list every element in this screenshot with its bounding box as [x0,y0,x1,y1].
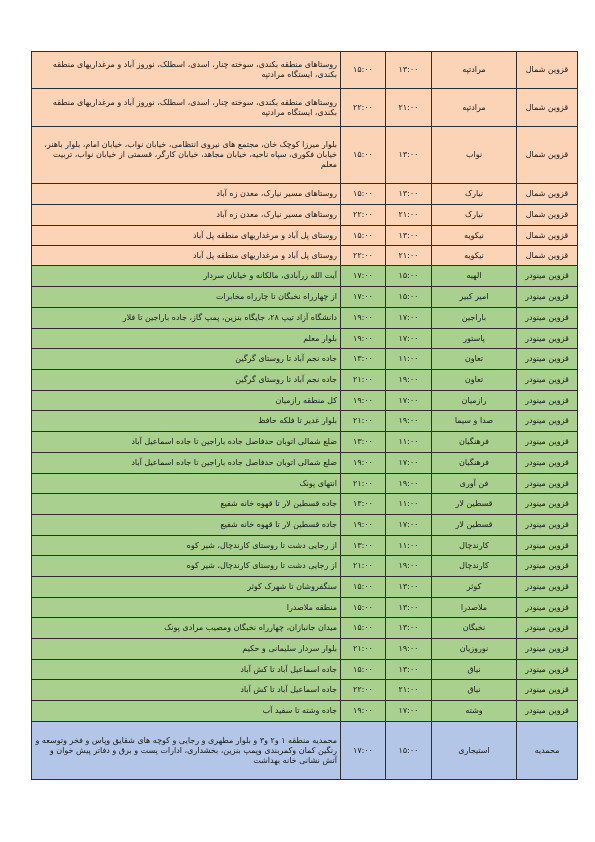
area-cell: نیکویه [432,226,517,246]
description-cell: جاده اسماعیل آباد تا کش آباد [32,680,341,701]
description-cell: جاده اسماعیل آباد تا کش آباد [32,660,341,680]
table-row [32,287,578,308]
table-row [32,660,578,680]
end-time-cell: ۱۵:۰۰ [341,52,386,89]
start-time-cell: ۱۳:۰۰ [386,226,432,246]
end-time-cell: ۱۵:۰۰ [341,226,386,246]
end-time-cell: ۱۵:۰۰ [341,598,386,618]
table-row [32,391,578,411]
start-time-cell: ۱۷:۰۰ [386,701,432,722]
start-time-cell: ۱۹:۰۰ [386,474,432,494]
table-row [32,536,578,556]
end-time-cell: ۲۲:۰۰ [341,205,386,226]
region-cell: قزوین شمال [517,226,578,246]
area-cell: کوثر [432,577,517,598]
table-row [32,127,578,184]
end-time-cell: ۱۳:۰۰ [341,432,386,453]
start-time-cell: ۱۵:۰۰ [386,287,432,308]
table-row [32,226,578,246]
description-cell: ضلع شمالی اتوبان حدفاصل جاده باراجین تا جاده اسماعیل آباد [32,453,341,474]
description-cell: روستاهای مسیر نیارک، معدن زه آباد [32,184,341,205]
region-cell: قزوین مینودر [517,391,578,411]
start-time-cell: ۱۷:۰۰ [386,308,432,329]
start-time-cell: ۱۹:۰۰ [386,370,432,391]
description-cell: روستاهای منطقه بکندی، سوخته چنار، اسدی، اسطلک، نوروز آباد و مرغداریهای منطقه بکندی، ایستگاه مرادتپه [32,89,341,127]
description-cell: میدان جانبازان، چهارراه نخبگان ومصیب مرادی پونک [32,618,341,639]
start-time-cell: ۱۹:۰۰ [386,639,432,660]
region-cell: قزوین مینودر [517,474,578,494]
start-time-cell: ۲۱:۰۰ [386,89,432,127]
start-time-cell: ۱۵:۰۰ [386,722,432,780]
region-cell: قزوین مینودر [517,515,578,536]
area-cell: ملاصدرا [432,598,517,618]
end-time-cell: ۲۱:۰۰ [341,474,386,494]
region-cell: قزوین مینودر [517,618,578,639]
area-cell: تعاون [432,370,517,391]
area-cell: کارندچال [432,556,517,577]
description-cell: جاده نجم آباد تا روستای گرگین [32,349,341,370]
start-time-cell: ۱۷:۰۰ [386,453,432,474]
start-time-cell: ۱۳:۰۰ [386,618,432,639]
table-row [32,349,578,370]
end-time-cell: ۱۵:۰۰ [341,660,386,680]
end-time-cell: ۱۷:۰۰ [341,266,386,287]
end-time-cell: ۱۹:۰۰ [341,701,386,722]
area-cell: نواب [432,127,517,184]
description-cell: جاده نجم آباد تا روستای گرگین [32,370,341,391]
region-cell: قزوین مینودر [517,453,578,474]
start-time-cell: ۱۹:۰۰ [386,556,432,577]
table-row [32,329,578,349]
start-time-cell: ۱۳:۰۰ [386,52,432,89]
start-time-cell: ۱۳:۰۰ [386,184,432,205]
table-row [32,639,578,660]
table-row [32,89,578,127]
area-cell: مرادتپه [432,89,517,127]
table-row [32,701,578,722]
region-cell: قزوین مینودر [517,411,578,432]
table-row [32,52,578,89]
end-time-cell: ۱۳:۰۰ [341,349,386,370]
description-cell: بلوار معلم [32,329,341,349]
description-cell: کل منطقه رازمیان [32,391,341,411]
region-cell: قزوین شمال [517,184,578,205]
start-time-cell: ۱۱:۰۰ [386,536,432,556]
end-time-cell: ۱۹:۰۰ [341,329,386,349]
region-cell: قزوین مینودر [517,577,578,598]
table-row [32,722,578,780]
table-row [32,494,578,515]
table-row [32,205,578,226]
region-cell: قزوین مینودر [517,701,578,722]
description-cell: دانشگاه آزاد تیپ ۲۸، جایگاه بنزین، پمپ گاز، جاده باراجین تا فلار [32,308,341,329]
end-time-cell: ۱۹:۰۰ [341,308,386,329]
start-time-cell: ۱۷:۰۰ [386,329,432,349]
start-time-cell: ۲۱:۰۰ [386,246,432,266]
area-cell: مرادتپه [432,52,517,89]
area-cell: باراجین [432,308,517,329]
table-row [32,598,578,618]
description-cell: جاده قسطین لار تا قهوه خانه شفیع [32,494,341,515]
end-time-cell: ۲۱:۰۰ [341,556,386,577]
end-time-cell: ۱۷:۰۰ [341,722,386,780]
description-cell: از چهارراه نخبگان تا چارراه مخابرات [32,287,341,308]
end-time-cell: ۱۵:۰۰ [341,618,386,639]
area-cell: قسطین لار [432,515,517,536]
description-cell: آیت الله زرآبادی، مالکانه و خیابان سردار [32,266,341,287]
description-cell: روستای پل آباد و مرغداریهای منطقه پل آباد [32,226,341,246]
region-cell: قزوین مینودر [517,329,578,349]
start-time-cell: ۱۱:۰۰ [386,349,432,370]
region-cell: قزوین مینودر [517,598,578,618]
area-cell: نوروزیان [432,639,517,660]
description-cell: روستاهای منطقه بکندی، سوخته چنار، اسدی، اسطلک، نوروز آباد و مرغداریهای منطقه بکندی، ایستگاه مرادتپه [32,52,341,89]
end-time-cell: ۲۲:۰۰ [341,246,386,266]
table-row [32,246,578,266]
area-cell: امیر کبیر [432,287,517,308]
area-cell: نیارک [432,184,517,205]
end-time-cell: ۱۵:۰۰ [341,577,386,598]
start-time-cell: ۱۳:۰۰ [386,598,432,618]
table-row [32,411,578,432]
description-cell: بلوار سردار سلیمانی و حکیم [32,639,341,660]
description-cell: منطقه ملاصدرا [32,598,341,618]
area-cell: تعاون [432,349,517,370]
region-cell: قزوین شمال [517,246,578,266]
start-time-cell: ۱۱:۰۰ [386,432,432,453]
start-time-cell: ۱۱:۰۰ [386,494,432,515]
start-time-cell: ۲۱:۰۰ [386,205,432,226]
region-cell: قزوین مینودر [517,349,578,370]
outage-schedule-table [31,51,578,780]
table-row [32,515,578,536]
area-cell: نیارک [432,205,517,226]
area-cell: فن آوری [432,474,517,494]
description-cell: جاده وشته تا سفید آب [32,701,341,722]
region-cell: قزوین مینودر [517,680,578,701]
region-cell: قزوین مینودر [517,266,578,287]
region-cell: قزوین مینودر [517,536,578,556]
area-cell: کارندچال [432,536,517,556]
area-cell: رازمیان [432,391,517,411]
description-cell: از رجایی دشت تا روستای کارندچال، شیر کوه [32,536,341,556]
table-row [32,266,578,287]
table-row [32,308,578,329]
area-cell: نخبگان [432,618,517,639]
area-cell: فرهنگیان [432,453,517,474]
start-time-cell: ۱۷:۰۰ [386,515,432,536]
region-cell: قزوین مینودر [517,660,578,680]
end-time-cell: ۱۵:۰۰ [341,184,386,205]
table-row [32,184,578,205]
description-cell: سنگفروشان تا شهرک کوثر [32,577,341,598]
start-time-cell: ۱۳:۰۰ [386,660,432,680]
start-time-cell: ۲۱:۰۰ [386,680,432,701]
description-cell: ضلع شمالی اتوبان حدفاصل جاده باراجین تا جاده اسماعیل آباد [32,432,341,453]
region-cell: قزوین شمال [517,205,578,226]
area-cell: نیاق [432,660,517,680]
end-time-cell: ۱۵:۰۰ [341,127,386,184]
end-time-cell: ۱۳:۰۰ [341,494,386,515]
description-cell: بلوار غدیر تا فلکه حافظ [32,411,341,432]
table-row [32,680,578,701]
table-row [32,370,578,391]
end-time-cell: ۲۲:۰۰ [341,680,386,701]
table-row [32,453,578,474]
end-time-cell: ۱۹:۰۰ [341,391,386,411]
end-time-cell: ۱۷:۰۰ [341,287,386,308]
table-row [32,618,578,639]
table-row [32,556,578,577]
end-time-cell: ۲۱:۰۰ [341,370,386,391]
area-cell: صدا و سیما [432,411,517,432]
description-cell: بلوار میرزا کوچک خان، مجتمع های نیروی انتظامی، خیابان نواب، خیابان امام، بلوار باهنر، خیابان فکوری، سپاه ناحیه، خیابان مجاهد، خیابان کارگر، قسمتی از خیابان نواب، تربیت معلم [32,127,341,184]
table-row [32,474,578,494]
end-time-cell: ۲۱:۰۰ [341,639,386,660]
region-cell: قزوین مینودر [517,432,578,453]
region-cell: قزوین شمال [517,89,578,127]
start-time-cell: ۱۹:۰۰ [386,411,432,432]
area-cell: نیاق [432,680,517,701]
start-time-cell: ۱۳:۰۰ [386,127,432,184]
area-cell: فرهنگیان [432,432,517,453]
region-cell: قزوین شمال [517,52,578,89]
description-cell: انتهای پونک [32,474,341,494]
start-time-cell: ۱۳:۰۰ [386,577,432,598]
area-cell: وشته [432,701,517,722]
region-cell: قزوین مینودر [517,556,578,577]
end-time-cell: ۲۲:۰۰ [341,89,386,127]
region-cell: محمدیه [517,722,578,780]
start-time-cell: ۱۵:۰۰ [386,266,432,287]
region-cell: قزوین مینودر [517,494,578,515]
area-cell: پاستور [432,329,517,349]
description-cell: روستاهای مسیر نیارک، معدن زه آباد [32,205,341,226]
end-time-cell: ۲۱:۰۰ [341,411,386,432]
description-cell: محمدیه منطقه ۱ و۲ و۳ و بلوار مطهری و رجایی و کوچه های شقایق وپاس و فخر وتوسعه و رنگین کمان وکمربندی وپمپ بنزین، بخشداری، ادارات پست و برق و دفاتر پیش خوان و آتش نشانی خانه بهداشت [32,722,341,780]
description-cell: روستای پل آباد و مرغداریهای منطقه پل آباد [32,246,341,266]
end-time-cell: ۱۹:۰۰ [341,515,386,536]
description-cell: جاده قسطین لار تا قهوه خانه شفیع [32,515,341,536]
region-cell: قزوین مینودر [517,308,578,329]
area-cell: نیکویه [432,246,517,266]
region-cell: قزوین مینودر [517,370,578,391]
description-cell: از رجایی دشت تا روستای کارندچال، شیر کوه [32,556,341,577]
end-time-cell: ۱۳:۰۰ [341,536,386,556]
table-row [32,432,578,453]
area-cell: استیجاری [432,722,517,780]
start-time-cell: ۱۷:۰۰ [386,391,432,411]
region-cell: قزوین مینودر [517,287,578,308]
table-row [32,577,578,598]
area-cell: الهیه [432,266,517,287]
area-cell: قسطین لار [432,494,517,515]
region-cell: قزوین مینودر [517,639,578,660]
region-cell: قزوین شمال [517,127,578,184]
end-time-cell: ۱۹:۰۰ [341,453,386,474]
